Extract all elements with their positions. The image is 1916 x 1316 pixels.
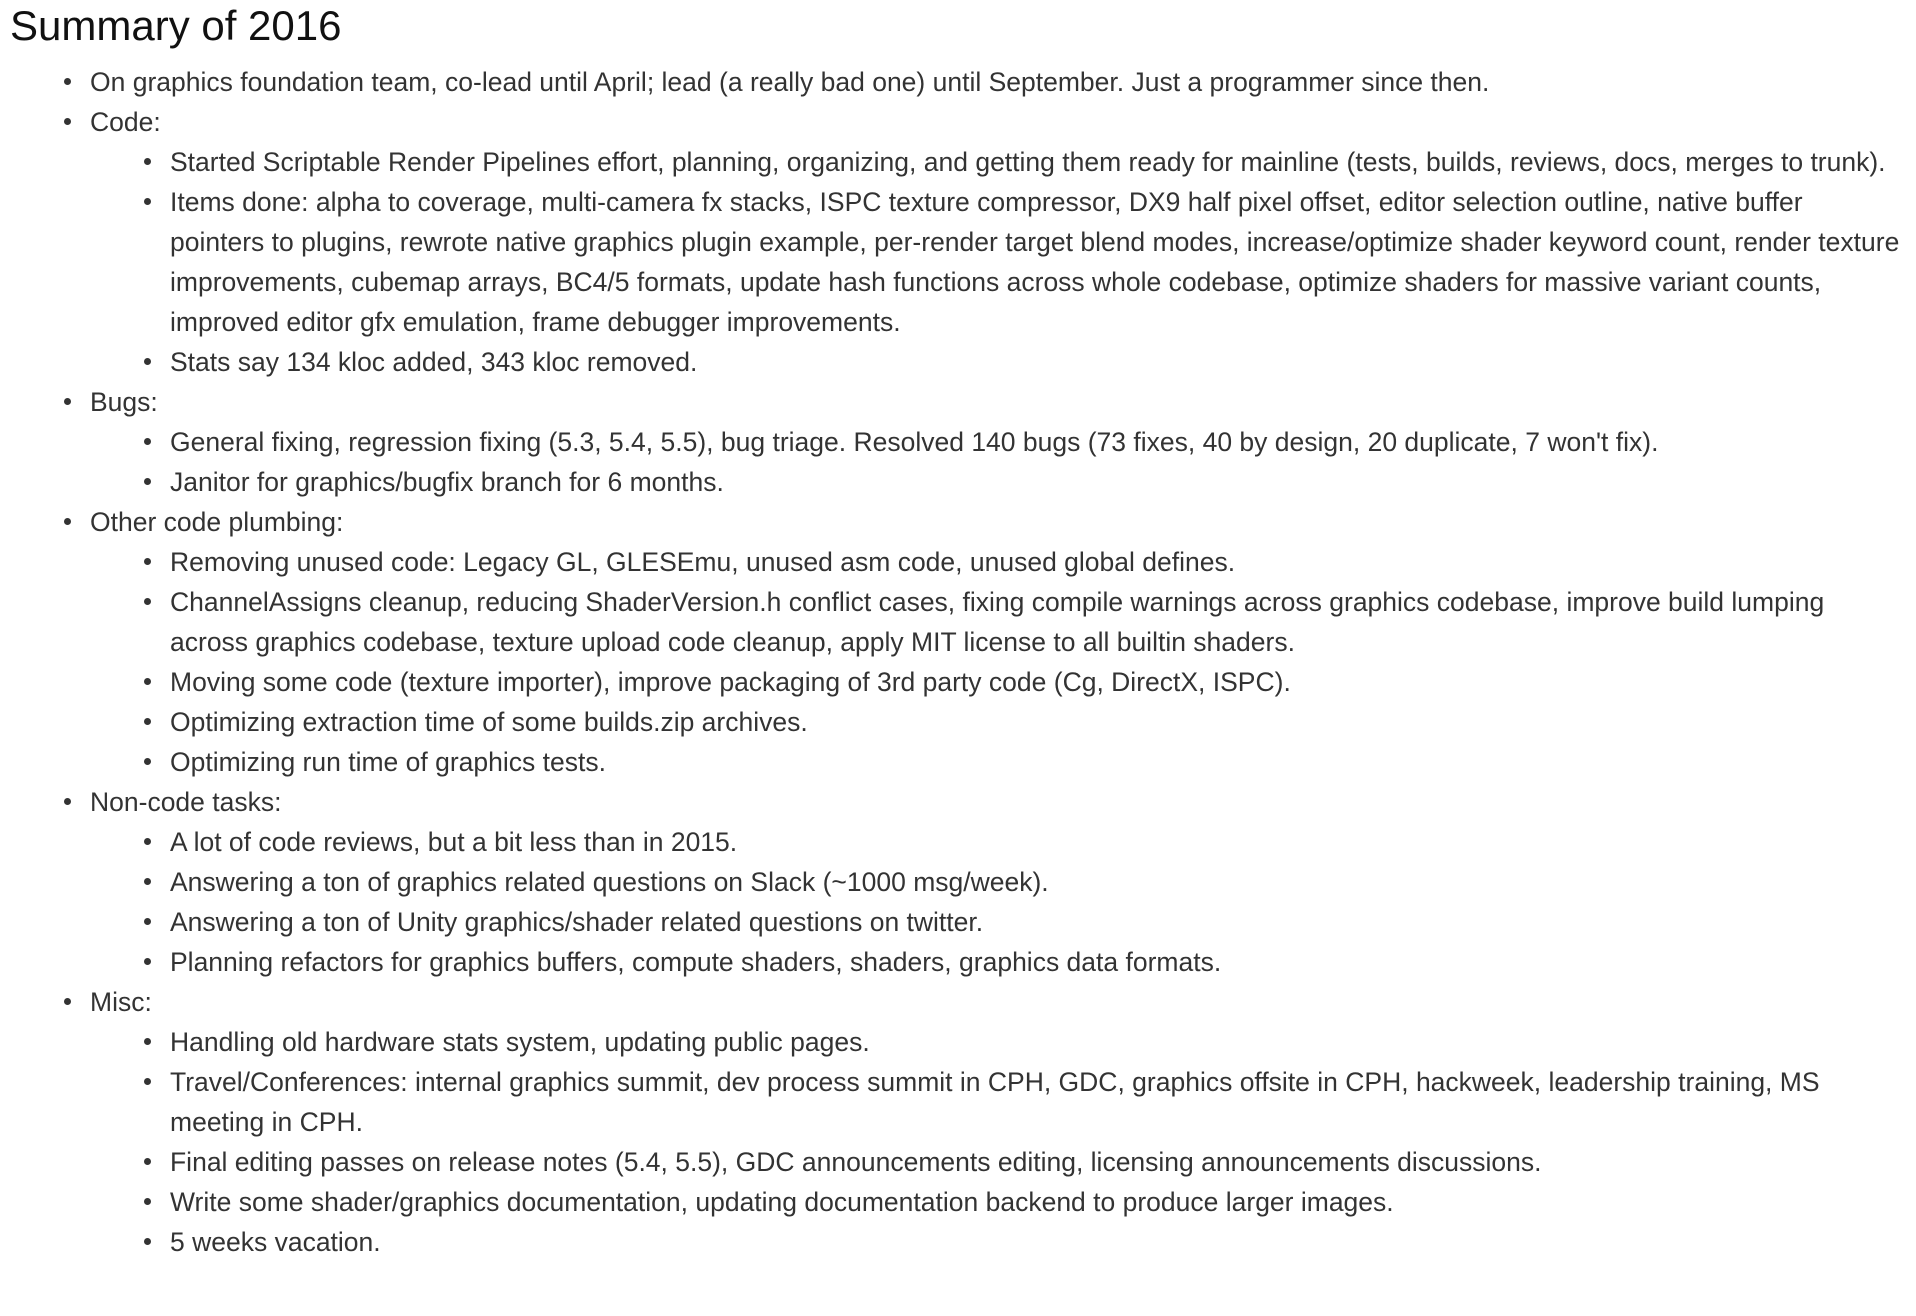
sub-list-item — [170, 662, 1906, 702]
sub-list-item-text: Removing unused code: Legacy GL, GLESEmu, unused asm code, unused global defines. — [170, 547, 1236, 577]
sub-list-item — [170, 182, 1906, 342]
sub-list-item-text: Final editing passes on release notes (5.4, 5.5), GDC announcements editing, licensing announcements discussions. — [170, 1147, 1542, 1177]
sub-list-item-text: A lot of code reviews, but a bit less than in 2015. — [170, 827, 738, 857]
sub-list-item-text: ChannelAssigns cleanup, reducing ShaderVersion.h conflict cases, fixing compile warnings across graphics codebase, improve build lumping across graphics codebase, texture upload code cleanup, apply MIT license to all builtin shaders. — [170, 587, 1825, 657]
sub-list-item — [170, 942, 1906, 982]
bullet-icon — [144, 438, 151, 445]
sub-list-item — [170, 462, 1906, 502]
list-item — [90, 62, 1906, 102]
sub-list-item — [170, 742, 1906, 782]
bullet-icon — [144, 718, 151, 725]
sub-list-item-text: Stats say 134 kloc added, 343 kloc removed. — [170, 347, 698, 377]
page-title: Summary of 2016 — [10, 2, 342, 49]
sub-list-item-text: Optimizing run time of graphics tests. — [170, 747, 606, 777]
sub-list — [90, 142, 1906, 382]
bullet-icon — [144, 878, 151, 885]
bullet-icon — [144, 358, 151, 365]
bullet-icon — [64, 398, 71, 405]
sub-list-item — [170, 542, 1906, 582]
bullet-icon — [64, 78, 71, 85]
sub-list-item-text: General fixing, regression fixing (5.3, 5.4, 5.5), bug triage. Resolved 140 bugs (73 fixes, 40 by design, 20 duplicate, 7 won't fix). — [170, 427, 1659, 457]
list-item-text: Non-code tasks: — [90, 787, 282, 817]
sub-list-item — [170, 822, 1906, 862]
sub-list — [90, 422, 1906, 502]
bullet-icon — [64, 998, 71, 1005]
sub-list-item — [170, 1142, 1906, 1182]
sub-list-item-text: Answering a ton of Unity graphics/shader related questions on twitter. — [170, 907, 984, 937]
summary-list — [10, 62, 1906, 1262]
list-item — [90, 502, 1906, 782]
sub-list — [90, 1022, 1906, 1262]
bullet-icon — [64, 798, 71, 805]
sub-list-item — [170, 1222, 1906, 1262]
bullet-icon — [144, 1198, 151, 1205]
sub-list-item-text: Janitor for graphics/bugfix branch for 6 months. — [170, 467, 724, 497]
list-item-text: Other code plumbing: — [90, 507, 344, 537]
sub-list-item-text: Items done: alpha to coverage, multi-camera fx stacks, ISPC texture compressor, DX9 half pixel offset, editor selection outline, native buffer pointers to plugins, rewrote native graphics plugin example, per-render target blend modes, increase/optimize shader keyword count, render texture improvements, cubemap arrays, BC4/5 formats, update hash functions across whole codebase, optimize shaders for massive variant counts, improved editor gfx emulation, frame debugger improvements. — [170, 187, 1900, 337]
sub-list-item-text: Travel/Conferences: internal graphics summit, dev process summit in CPH, GDC, graphics offsite in CPH, hackweek, leadership training, MS meeting in CPH. — [170, 1067, 1820, 1137]
bullet-icon — [144, 198, 151, 205]
bullet-icon — [144, 1158, 151, 1165]
sub-list-item — [170, 702, 1906, 742]
bullet-icon — [144, 598, 151, 605]
list-item-text: Code: — [90, 107, 161, 137]
list-item — [90, 782, 1906, 982]
sub-list-item — [170, 902, 1906, 942]
list-item — [90, 982, 1906, 1262]
sub-list-item — [170, 1022, 1906, 1062]
sub-list-item — [170, 142, 1906, 182]
sub-list-item — [170, 862, 1906, 902]
sub-list — [90, 542, 1906, 782]
list-item-text: Misc: — [90, 987, 152, 1017]
sub-list-item-text: Handling old hardware stats system, updating public pages. — [170, 1027, 870, 1057]
bullet-icon — [144, 838, 151, 845]
bullet-icon — [144, 958, 151, 965]
list-item — [90, 102, 1906, 382]
bullet-icon — [144, 1038, 151, 1045]
sub-list — [90, 822, 1906, 982]
bullet-icon — [144, 1238, 151, 1245]
bullet-icon — [144, 158, 151, 165]
sub-list-item — [170, 1182, 1906, 1222]
sub-list-item — [170, 422, 1906, 462]
bullet-icon — [144, 758, 151, 765]
bullet-icon — [64, 118, 71, 125]
bullet-icon — [144, 1078, 151, 1085]
list-item-text: Bugs: — [90, 387, 158, 417]
sub-list-item — [170, 342, 1906, 382]
bullet-icon — [144, 918, 151, 925]
sub-list-item-text: Planning refactors for graphics buffers, compute shaders, shaders, graphics data formats. — [170, 947, 1222, 977]
list-item-text: On graphics foundation team, co-lead until April; lead (a really bad one) until September. Just a programmer since then. — [90, 67, 1490, 97]
bullet-icon — [144, 478, 151, 485]
bullet-icon — [144, 678, 151, 685]
list-item — [90, 382, 1906, 502]
sub-list-item-text: 5 weeks vacation. — [170, 1227, 381, 1257]
sub-list-item — [170, 1062, 1906, 1142]
sub-list-item — [170, 582, 1906, 662]
bullet-icon — [64, 518, 71, 525]
bullet-icon — [144, 558, 151, 565]
sub-list-item-text: Moving some code (texture importer), improve packaging of 3rd party code (Cg, DirectX, ISPC). — [170, 667, 1291, 697]
sub-list-item-text: Started Scriptable Render Pipelines effort, planning, organizing, and getting them ready for mainline (tests, builds, reviews, docs, merges to trunk). — [170, 147, 1886, 177]
sub-list-item-text: Answering a ton of graphics related questions on Slack (~1000 msg/week). — [170, 867, 1049, 897]
sub-list-item-text: Optimizing extraction time of some builds.zip archives. — [170, 707, 808, 737]
sub-list-item-text: Write some shader/graphics documentation, updating documentation backend to produce larger images. — [170, 1187, 1394, 1217]
